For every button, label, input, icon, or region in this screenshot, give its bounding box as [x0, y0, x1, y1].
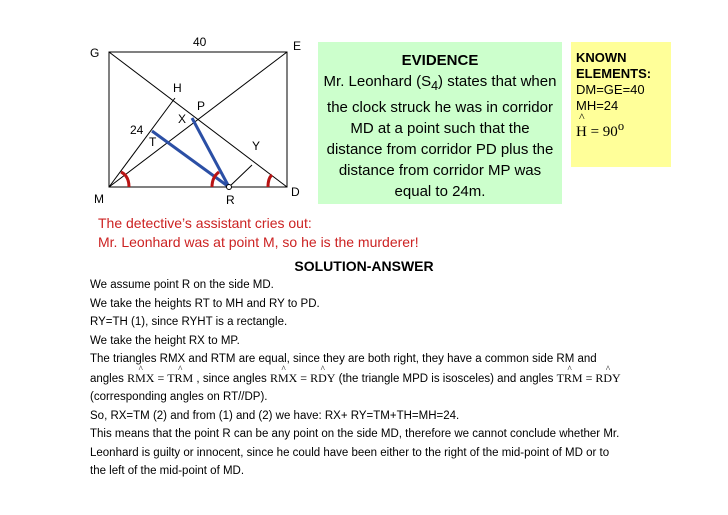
evidence-text-a: Mr. Leonhard (S	[323, 73, 432, 90]
angle-eq-3: =	[582, 370, 596, 385]
claim-line1: The detective’s assistant cries out:	[98, 215, 312, 231]
known-title-line1: KNOWN	[576, 50, 627, 65]
solution-line: So, RX=TM (2) and from (1) and (2) we have: RX+ RY=TM+TH=MH=24.	[90, 409, 460, 422]
label-t: T	[149, 135, 157, 149]
assistant-claim	[98, 214, 419, 252]
angle-rdy-2: ^ RDY	[595, 369, 620, 388]
label-y: Y	[252, 139, 261, 153]
geometry-diagram	[0, 0, 320, 210]
label-p: P	[197, 99, 206, 113]
angle-eq-2: =	[297, 370, 311, 385]
evidence-title: EVIDENCE	[401, 52, 479, 69]
known-title	[576, 50, 671, 82]
label-x: X	[178, 112, 187, 126]
solution-line: (corresponding angles on RT//DP).	[90, 391, 268, 403]
label-top-length: 40	[193, 35, 207, 49]
solution-line: RY=TH (1), since RYHT is a rectangle.	[90, 316, 288, 328]
height-rt	[152, 131, 229, 187]
solution-line: the left of the mid-point of MD.	[90, 465, 245, 477]
known-title-line2: ELEMENTS:	[576, 66, 652, 81]
angle-arc-m	[121, 172, 129, 187]
label-e: E	[293, 39, 302, 53]
known-angle-var: H	[576, 124, 587, 140]
evidence-box	[318, 42, 562, 204]
solution-line: Leonhard is guilty or innocent, since he could have been either to the right of the mid-point of MD or to	[90, 446, 610, 459]
angle-trm-2: ^ TRM	[557, 369, 583, 388]
known-item-mh: MH=24	[576, 98, 619, 113]
solution-line: We take the height RX to MP.	[90, 334, 240, 347]
angle-eq-1: =	[154, 370, 168, 385]
label-d: D	[291, 185, 300, 199]
known-elements-box	[571, 42, 671, 167]
solution-line: We assume point R on the side MD.	[90, 279, 274, 291]
line-mh	[109, 98, 175, 187]
line-ry	[229, 165, 252, 187]
label-side-length: 24	[130, 123, 144, 137]
evidence-subscript: 4	[431, 79, 439, 93]
angle-rmx-1: ^ RMX	[127, 369, 154, 388]
angle-expr-2	[270, 369, 335, 388]
angle-hat-icon: ^	[579, 110, 585, 124]
known-angle-eq: = 90	[586, 124, 618, 140]
known-angle-deg: o	[617, 119, 625, 133]
solution-body	[90, 276, 720, 481]
solution-line: This means that the point R can be any point on the side MD, therefore we cannot conclude whether Mr.	[90, 428, 620, 440]
claim-line2: Mr. Leonhard was at point M, so he is the murderer!	[98, 234, 419, 250]
angle-trm-1: ^ TRM	[167, 369, 193, 388]
angles-text-b: , since angles	[193, 372, 270, 385]
evidence-text	[318, 71, 562, 202]
label-m: M	[94, 192, 104, 206]
angle-expr-1	[127, 369, 193, 388]
height-rx	[192, 118, 229, 187]
point-r	[227, 185, 232, 190]
solution-line: The triangles RMX and RTM are equal, since they are both right, they have a common side RM and	[90, 353, 597, 365]
evidence-text-b: ) states that when the clock struck he was in corridor MD at a point such that the distance from corridor PD plus the distance from corridor MP was equal to 24m.	[326, 73, 557, 200]
angles-text-a: angles	[90, 372, 128, 385]
label-h: H	[173, 81, 182, 95]
solution-title: SOLUTION-ANSWER	[294, 258, 434, 274]
angle-rmx-2: ^ RMX	[270, 369, 297, 388]
solution-line: We take the heights RT to MH and RY to PD.	[90, 297, 320, 310]
known-angle-h	[576, 110, 671, 140]
known-item-dm-ge: DM=GE=40	[576, 82, 645, 97]
label-g: G	[90, 46, 100, 60]
angle-expr-3	[557, 369, 621, 388]
solution-line-angles	[90, 369, 720, 389]
angle-rdy-1: ^ RDY	[310, 369, 335, 388]
angle-arc-d	[268, 175, 272, 187]
label-r: R	[226, 193, 235, 207]
angles-text-c: (the triangle MPD is isosceles) and angles	[335, 372, 557, 385]
